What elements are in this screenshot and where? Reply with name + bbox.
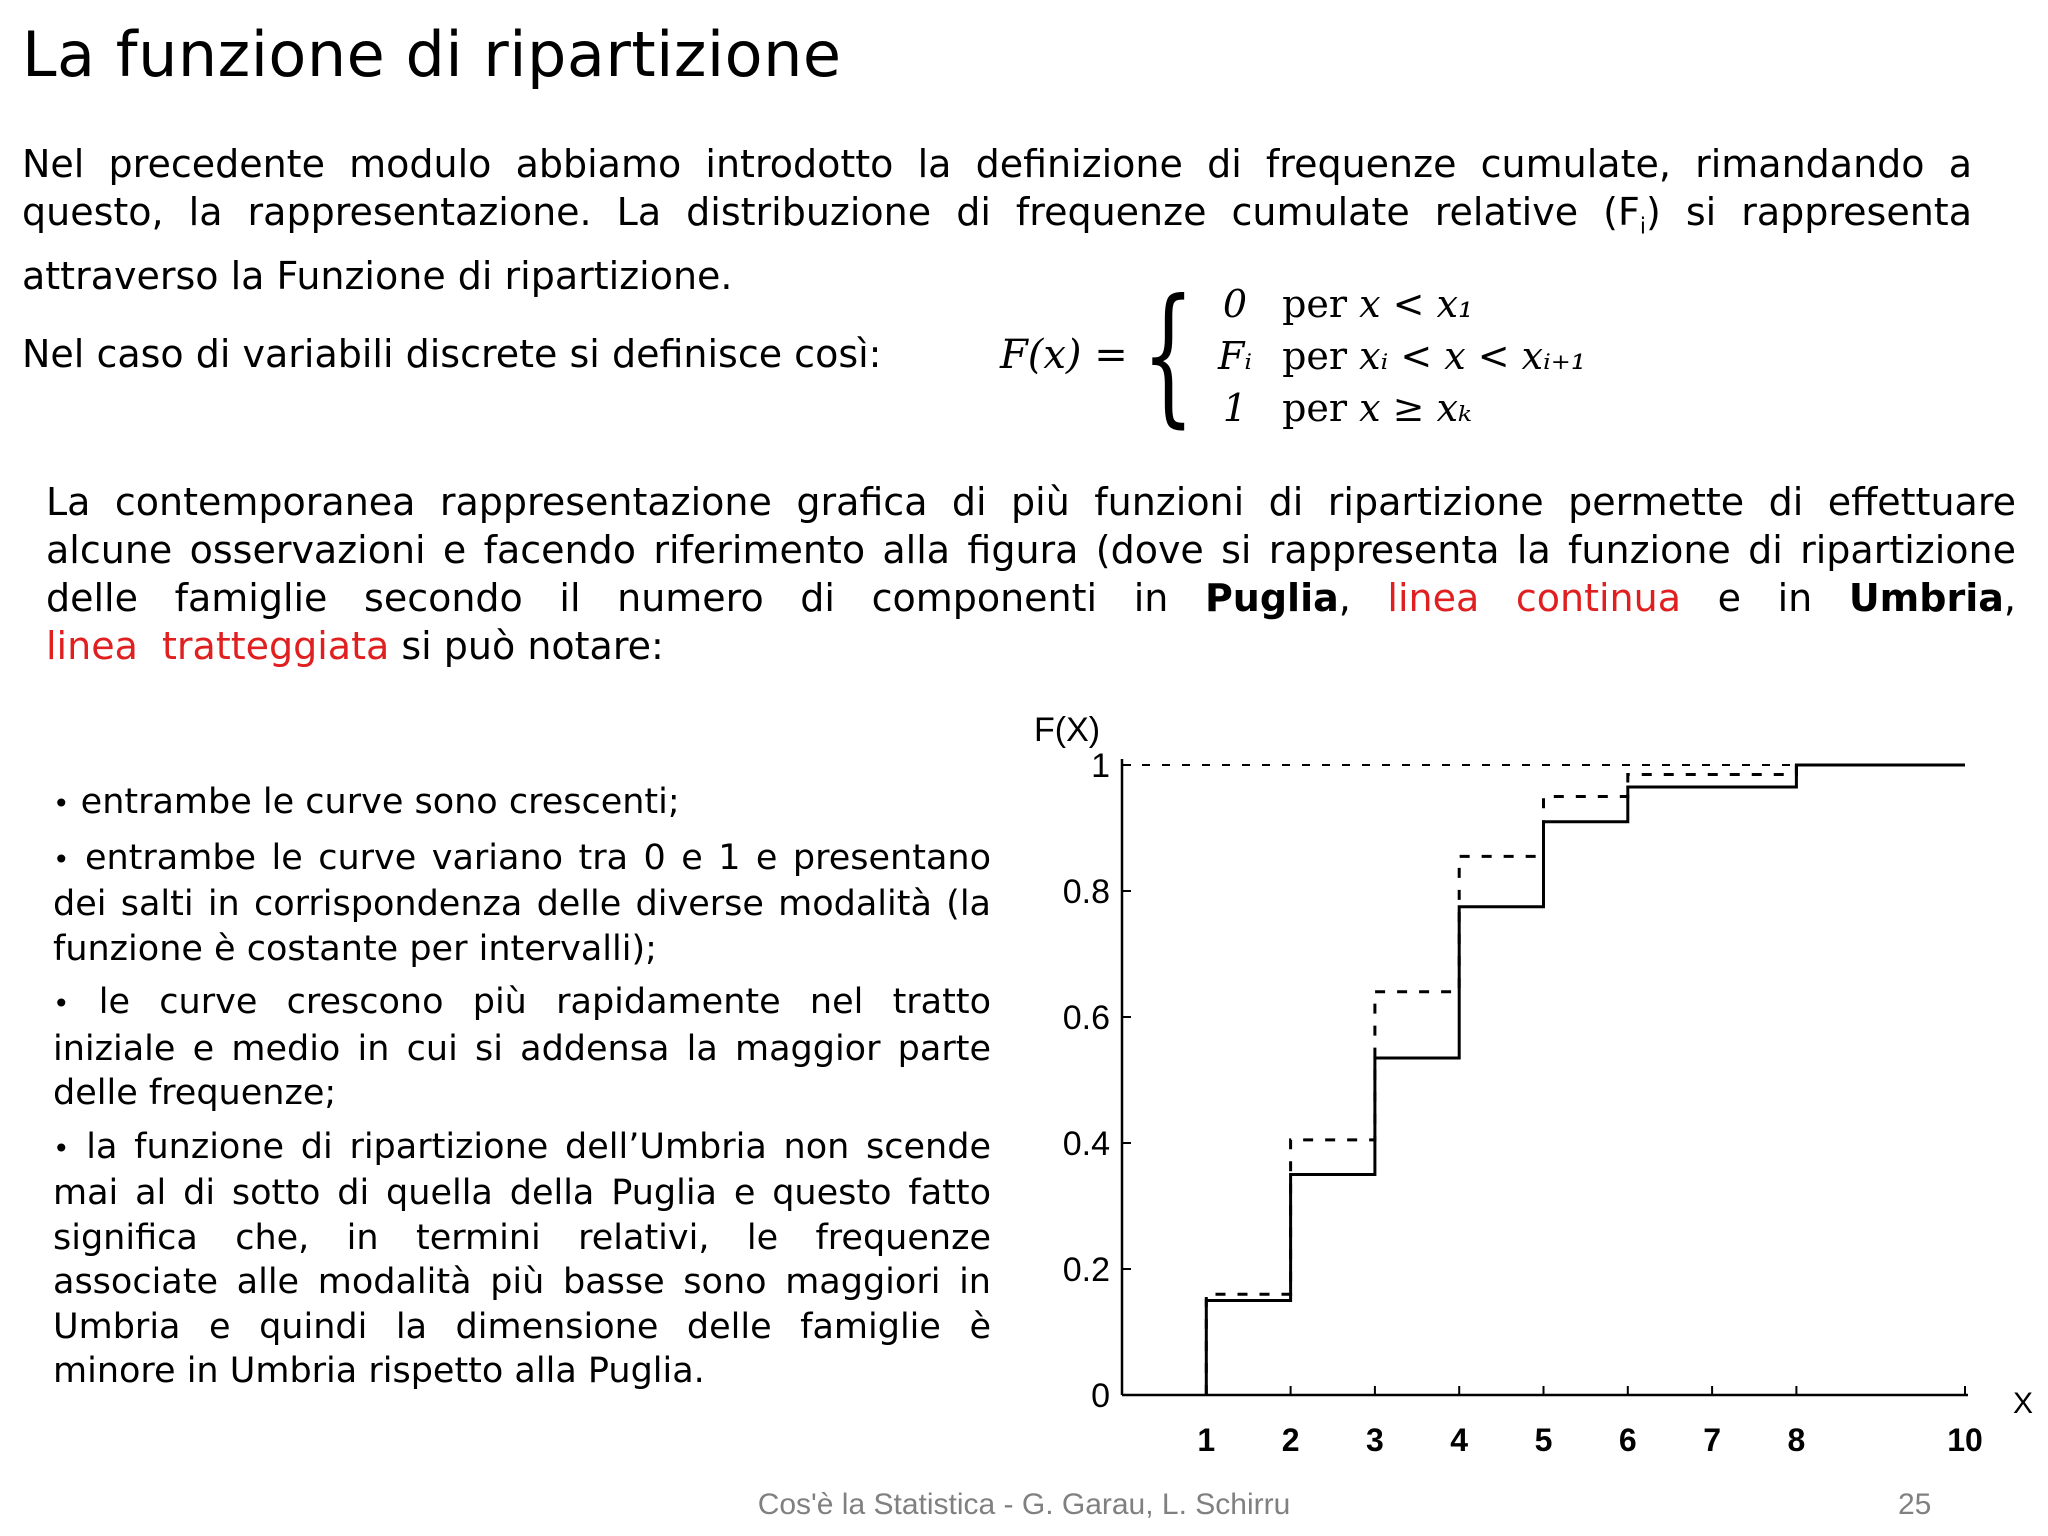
x-tick-label: 7: [1703, 1422, 1721, 1458]
list-item: [53, 1125, 991, 1394]
formula-row: [1200, 386, 1472, 430]
bullet-text: la funzione di ripartizione dell’Umbria non scende mai al di sotto di quella della Puglia e questo fatto significa che, in termini relativi, le frequenze associate alle modalità più basse sono maggiori in Umbria e quindi la dimensione delle famiglie è minore in Umbria rispetto alla Puglia.: [53, 1126, 991, 1391]
formula-lhs: F(x) =: [1000, 332, 1128, 378]
y-tick-label: 1: [1091, 747, 1110, 785]
bullet-icon: •: [53, 842, 70, 876]
obs-text-3: si può notare:: [389, 624, 664, 668]
formula-value: 0: [1222, 282, 1248, 326]
bullet-text: le curve crescono più rapidamente nel tratto iniziale e medio in cui si addensa la maggior parte delle frequenze;: [53, 982, 991, 1113]
puglia-solid-series: [1206, 765, 1965, 1395]
x-tick-label: 3: [1366, 1422, 1384, 1458]
dashed-line-label: linea tratteggiata: [46, 624, 390, 668]
formula-condition: x ≥ xₖ: [1359, 386, 1472, 430]
page-number: 25: [1898, 1488, 1932, 1521]
observations-paragraph: [46, 478, 2016, 670]
region-umbria: Umbria: [1848, 576, 2004, 620]
x-tick-label: 10: [1947, 1422, 1983, 1458]
x-tick-label: 5: [1534, 1422, 1553, 1458]
formula-row: [1200, 334, 1586, 378]
cdf-chart: [1030, 700, 2034, 1490]
y-axis-label: F(X): [1034, 711, 1101, 749]
formula-brace: {: [1142, 268, 1195, 442]
list-item: [53, 836, 991, 972]
formula-per: per: [1282, 282, 1348, 326]
bullet-text: entrambe le curve sono crescenti;: [80, 782, 680, 822]
obs-comma-1: ,: [1338, 576, 1388, 620]
x-axis-label: X: [2013, 1387, 2034, 1420]
formula-per: per: [1282, 386, 1348, 430]
bullet-icon: •: [53, 1131, 70, 1165]
x-tick-label: 6: [1618, 1422, 1637, 1458]
formula-value: 1: [1222, 386, 1248, 430]
x-tick-label: 1: [1197, 1422, 1216, 1458]
y-tick-label: 0.4: [1062, 1125, 1110, 1163]
y-tick-label: 0: [1091, 1377, 1110, 1415]
x-tick-label: 4: [1450, 1422, 1469, 1458]
intro-text-after: ) si rappresenta attraverso la Funzione di ripartizione.: [22, 190, 1972, 298]
obs-text-1: La contemporanea rappresentazione grafica di più funzioni di ripartizione permette di effettuare alcune osservazioni e facendo riferimento alla figura (dove si rappresenta la funzione di ripartizione delle famiglie secondo il numero di componenti in: [46, 480, 2016, 620]
footer-credits: Cos'è la Statistica - G. Garau, L. Schirru: [757, 1488, 1291, 1521]
intro-subscript: i: [1639, 214, 1646, 240]
x-tick-label: 8: [1787, 1422, 1806, 1458]
formula-condition: x < x₁: [1359, 282, 1474, 326]
bullet-text: entrambe le curve variano tra 0 e 1 e presentano dei salti in corrispondenza delle diverse modalità (la funzione è costante per intervalli);: [53, 837, 991, 969]
formula-condition: xᵢ < x < xᵢ₊₁: [1359, 334, 1587, 378]
bullet-list: [53, 780, 991, 1403]
solid-line-label: linea continua: [1387, 576, 1682, 620]
bullet-icon: •: [53, 787, 70, 820]
obs-text-2: e in: [1681, 576, 1849, 620]
intro-text-before: Nel precedente modulo abbiamo introdotto la definizione di frequenze cumulate, rimandando a questo, la rappresentazione. La distribuzione di frequenze cumulate relative (F: [22, 142, 1972, 234]
intro-paragraph: [22, 140, 1972, 300]
y-tick-label: 0.8: [1062, 873, 1110, 911]
list-item: [53, 980, 991, 1116]
formula-value: Fᵢ: [1217, 334, 1252, 378]
cdf-formula: [1000, 270, 1640, 450]
umbria-dashed-series: [1206, 765, 1965, 1395]
obs-comma-2: ,: [2003, 576, 2016, 620]
discrete-label: Nel caso di variabili discrete si definisce così:: [22, 332, 882, 376]
y-tick-label: 0.2: [1062, 1251, 1110, 1289]
x-tick-label: 2: [1281, 1422, 1300, 1458]
formula-per: per: [1282, 334, 1348, 378]
y-tick-label: 0.6: [1062, 999, 1110, 1037]
bullet-icon: •: [53, 987, 70, 1020]
list-item: [53, 780, 991, 827]
formula-row: [1200, 282, 1473, 326]
slide-title: La funzione di ripartizione: [22, 18, 842, 91]
region-puglia: Puglia: [1204, 576, 1339, 620]
